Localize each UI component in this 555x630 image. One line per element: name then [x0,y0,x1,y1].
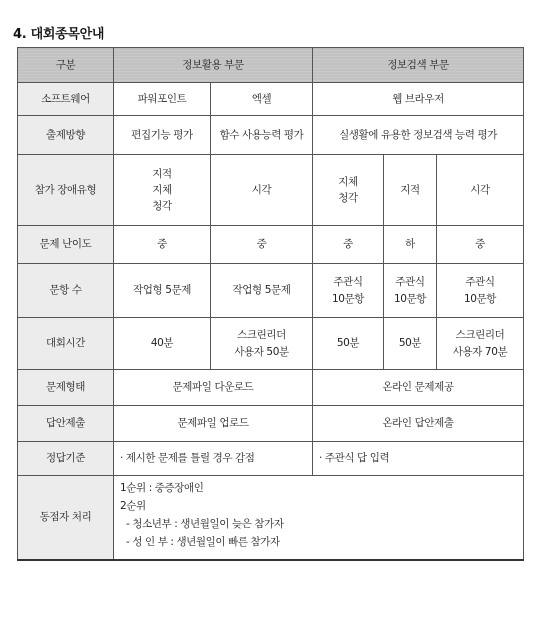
submit-row [18,406,524,442]
items-search1-line: 주관식 [333,276,363,289]
tie-rule-line: - 성 인 부 : 생년월일이 빠른 참가자 [126,535,280,548]
disability-ppt-line: 지체 [152,183,172,196]
tie-rules [114,476,524,560]
tie-rule-line: 1순위 : 중증장애인 [120,482,204,494]
criteria-row [18,442,524,476]
disability-search1-line: 지체 [338,175,358,188]
software-row [18,83,524,116]
time-label: 대회시간 [18,318,114,370]
time-row [18,318,524,370]
disability-ppt-line: 지적 [152,167,172,180]
disability-ppt-line: 청각 [152,200,172,213]
software-excel: 엑셀 [211,83,313,116]
items-excel: 작업형 5문제 [211,264,313,318]
submit-search: 온라인 답안제출 [313,406,524,442]
software-label: 소프트웨어 [18,83,114,116]
items-search3-line: 10문항 [463,292,497,305]
software-browser: 웹 브라우저 [313,83,524,116]
tie-row [18,476,524,560]
section-title: 4. 대회종목안내 [13,27,105,42]
format-row [18,370,524,406]
items-search3 [437,264,524,318]
disability-excel: 시각 [211,155,313,226]
tie-rule-line: 2순위 [120,499,146,512]
direction-row [18,116,524,155]
items-label: 문항 수 [18,264,114,318]
time-search1: 50분 [313,318,384,370]
disability-search1 [313,155,384,226]
disability-search1-line: 청각 [338,192,358,204]
time-excel-line: 사용자 50분 [234,345,289,358]
difficulty-search3: 중 [437,226,524,264]
header-row [18,48,524,83]
direction-label: 출제방향 [18,116,114,155]
disability-search3: 시각 [437,155,524,226]
direction-ppt: 편집기능 평가 [114,116,211,155]
items-search2-line: 주관식 [395,276,425,289]
items-ppt: 작업형 5문제 [114,264,211,318]
disability-search2: 지적 [384,155,437,226]
criteria-label: 정답기준 [18,442,114,476]
difficulty-row [18,226,524,264]
header-info-search: 정보검색 부문 [313,48,524,83]
difficulty-excel: 중 [211,226,313,264]
items-search2 [384,264,437,318]
direction-search: 실생활에 유용한 정보검색 능력 평가 [313,116,524,155]
items-row [18,264,524,318]
time-excel [211,318,313,370]
disability-ppt [114,155,211,226]
difficulty-label: 문제 난이도 [18,226,114,264]
criteria-search: · 주관식 답 입력 [313,442,524,476]
time-search3-line: 스크린리더 [455,329,505,342]
difficulty-search2: 하 [384,226,437,264]
competition-info-table [17,47,524,561]
difficulty-search1: 중 [313,226,384,264]
time-search3-line: 사용자 70분 [452,345,508,358]
items-search1 [313,264,384,318]
items-search1-line: 10문항 [331,292,365,305]
format-use: 문제파일 다운로드 [114,370,313,406]
submit-use: 문제파일 업로드 [114,406,313,442]
items-search2-line: 10문항 [393,292,427,305]
time-excel-line: 스크린리더 [237,329,286,342]
header-category: 구분 [18,48,114,83]
direction-excel: 함수 사용능력 평가 [211,116,313,155]
criteria-use: · 제시한 문제를 틀릴 경우 감점 [114,442,313,476]
software-powerpoint: 파워포인트 [114,83,211,116]
difficulty-ppt: 중 [114,226,211,264]
items-search3-line: 주관식 [465,276,495,289]
header-info-use: 정보활용 부문 [114,48,313,83]
tie-rule-line: - 청소년부 : 생년월일이 늦은 참가자 [126,517,284,530]
format-search: 온라인 문제제공 [313,370,524,406]
time-ppt: 40분 [114,318,211,370]
disability-row [18,155,524,226]
format-label: 문제형태 [18,370,114,406]
submit-label: 답안제출 [18,406,114,442]
disability-label: 참가 장애유형 [18,155,114,226]
time-search3 [437,318,524,370]
tie-label: 동점자 처리 [18,476,114,560]
time-search2: 50분 [384,318,437,370]
